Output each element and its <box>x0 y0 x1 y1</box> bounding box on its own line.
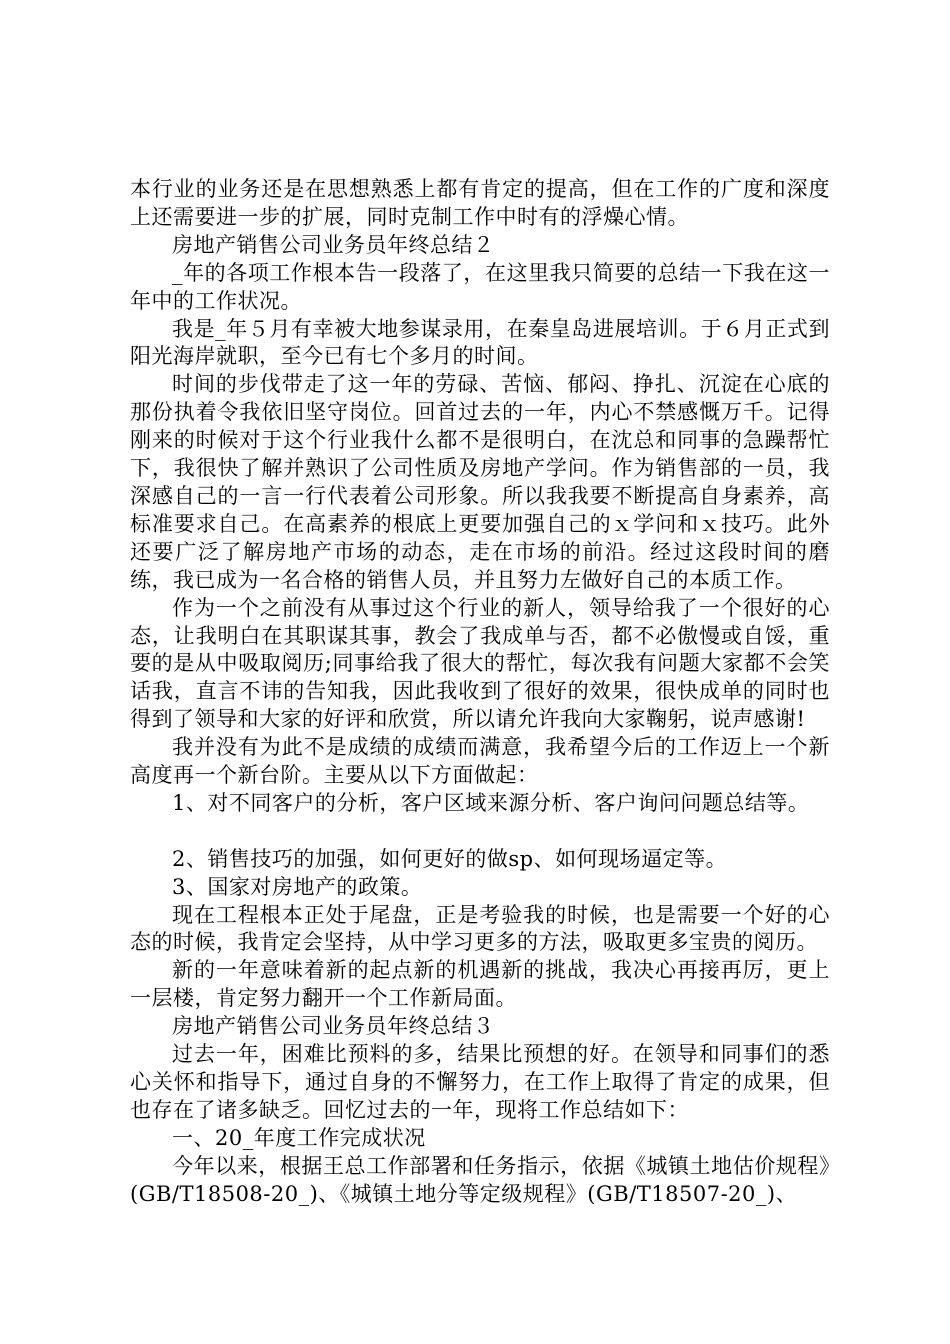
paragraph: 3、国家对房地产的政策。 <box>172 874 423 899</box>
paragraph: 作为一个之前没有从事过这个行业的新人，领导给我了一个很好的心态，让我明白在其职谋其事，教会了我成单与否，都不必傲慢或自馁，重要的是从中吸取阅历;同事给我了很大的帮忙，每次我有问题大家都不会笑话我，直言不讳的告知我，因此我收到了很好的效果，很快成单的同时也得到了领导和大家的好评和欣赏，所以请允许我向大家鞠躬，说声感谢! <box>130 595 830 732</box>
paragraph: 新的一年意味着新的起点新的机遇新的挑战，我决心再接再厉，更上一层楼，肯定努力翻开一个工作新局面。 <box>130 958 830 1011</box>
blank-line <box>130 818 830 846</box>
document-body <box>130 176 830 1209</box>
paragraph: 今年以来，根据王总工作部署和任务指示，依据《城镇土地估价规程》(GB/T18508-20_)、《城镇土地分等定级规程》(GB/T18507-20_)、 <box>130 1153 830 1206</box>
paragraph: 我并没有为此不是成绩的成绩而满意，我希望今后的工作迈上一个新高度再一个新台阶。主要从以下方面做起： <box>130 735 830 788</box>
paragraph: 1、对不同客户的分析，客户区域来源分析、客户询问问题总结等。 <box>172 790 810 815</box>
paragraph: 时间的步伐带走了这一年的劳碌、苦恼、郁闷、挣扎、沉淀在心底的那份执着令我依旧坚守岗位。回首过去的一年，内心不禁感慨万千。记得刚来的时候对于这个行业我什么都不是很明白，在沈总和同事的急躁帮忙下，我很快了解并熟识了公司性质及房地产学问。作为销售部的一员，我深感自己的一言一行代表着公司形象。所以我我要不断提高自身素养，高标准要求自己。在高素养的根底上更要加强自己的ｘ学问和ｘ技巧。此外还要广泛了解房地产市场的动态，走在市场的前沿。经过这段时间的磨练，我已成为一名合格的销售人员，并且努力左做好自己的本质工作。 <box>130 372 830 592</box>
paragraph: 过去一年，困难比预料的多，结果比预想的好。在领导和同事们的悉心关怀和指导下，通过自身的不懈努力，在工作上取得了肯定的成果，但也存在了诸多缺乏。回忆过去的一年，现将工作总结如下： <box>130 1042 830 1122</box>
paragraph: _年的各项工作根本告一段落了，在这里我只简要的总结一下我在这一年中的工作状况。 <box>130 260 830 313</box>
paragraph: 一、20_年度工作完成状况 <box>172 1125 426 1150</box>
paragraph: 房地产销售公司业务员年终总结３ <box>172 1014 495 1039</box>
paragraph: 2、销售技巧的加强，如何更好的做sp、如何现场逼定等。 <box>172 846 728 871</box>
paragraph: 我是_年５月有幸被大地参谋录用，在秦皇岛进展培训。于６月正式到阳光海岸就职，至今已有七个多月的时间。 <box>130 316 830 369</box>
paragraph: 现在工程根本正处于尾盘，正是考验我的时候，也是需要一个好的心态的时候，我肯定会坚持，从中学习更多的方法，吸取更多宝贵的阅历。 <box>130 902 830 955</box>
paragraph: 本行业的业务还是在思想熟悉上都有肯定的提高，但在工作的广度和深度上还需要进一步的扩展，同时克制工作中时有的浮燥心情。 <box>130 177 830 229</box>
paragraph: 房地产销售公司业务员年终总结２ <box>172 232 495 257</box>
